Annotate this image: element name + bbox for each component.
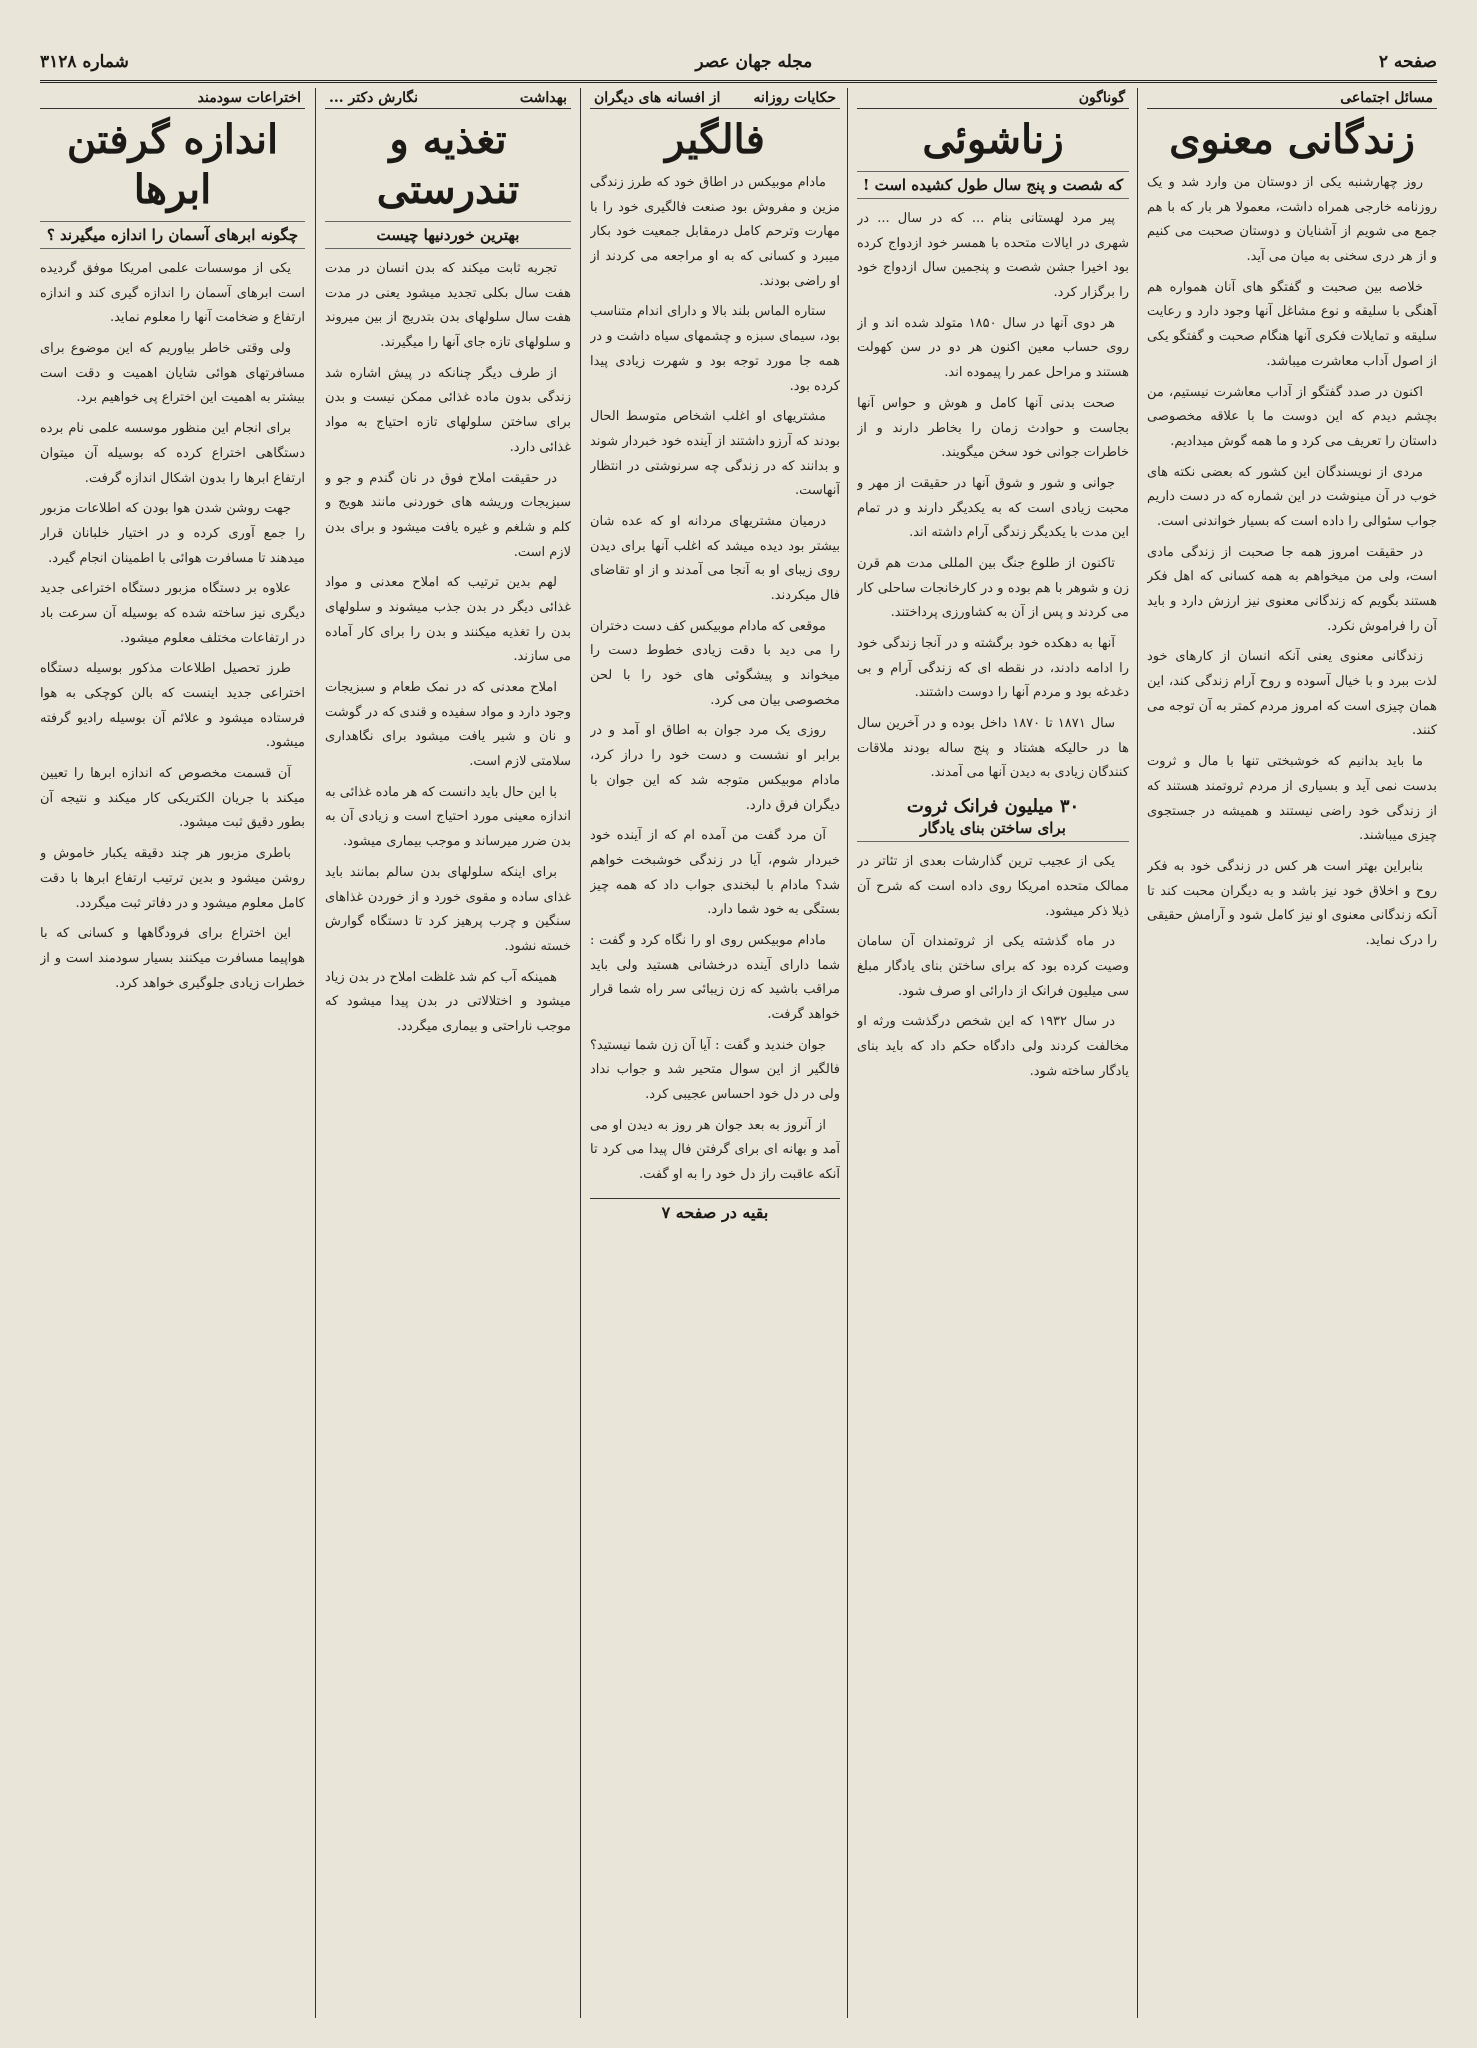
masthead-rule bbox=[40, 80, 1437, 83]
section-tag: حکایات روزانه از افسانه های دیگران bbox=[590, 88, 840, 109]
column-health bbox=[325, 88, 571, 2018]
article-body: یکی از موسسات علمی امریکا موفق گردیده است ابرهای آسمان را اندازه گیری کند و اندازه ارتفاع و ضخامت آنها را معلوم نماید. ولی وقتی خاطر بیاوریم که این موضوع برای مسافرتهای هوائی شایان اهمیت و دقت است بیشتر به اهمیت این اختراع پی خواهیم برد. برای انجام این منظور موسسه علمی نام برده دستگاهی اختراع کرده که بوسیله آن میتوان ارتفاع ابرها را بدون اشکال اندازه گرفت. جهت روشن شدن هوا بودن که اطلاعات مزبور را جمع آوری کرده و در اختیار خلبانان قرار میدهند تا مسافرت هوائی با اطمینان انجام گیرد. علاوه بر دستگاه مزبور دستگاه اختراعی جدید دیگری نیز ساخته شده که بوسیله آن سرعت باد در ارتفاعات مختلف معلوم میشود. طرز تحصیل اطلاعات مذکور بوسیله دستگاه اختراعی جدید اینست که بالن کوچکی به هوا فرستاده میشود و علائم آن بوسیله رادیو گرفته میشود. آن قسمت مخصوص که اندازه ابرها را تعیین میکند با جریان الکتریکی کار میکند و نتیجه آن بطور دقیق ثبت میشود. باطری مزبور هر چند دقیقه یکبار خاموش و روشن میشود و بدین ترتیب ارتفاع ابرها با دقت کامل معلوم میشود و در دفاتر ثبت میگردد. این اختراع برای فرودگاهها و کسانی که با هواپیما مسافرت میکنند بسیار سودمند است و از خطرات زیادی جلوگیری خواهد کرد. bbox=[40, 261, 305, 991]
column-divider bbox=[1137, 88, 1138, 2018]
section-tag: مسائل اجتماعی bbox=[1147, 88, 1437, 109]
inner-article-title: ۳۰ میلیون فرانک ثروت bbox=[906, 796, 1080, 818]
continued-note: بقیه در صفحه ۷ bbox=[590, 1198, 840, 1222]
article-headline: فالگیر bbox=[665, 116, 765, 163]
section-tag: بهداشت نگارش دکتر ... bbox=[325, 88, 571, 109]
article-body: روز چهارشنبه یکی از دوستان من وارد شد و یک روزنامه خارجی همراه داشت، معمولا هر بار که با هم جمع می شویم از آشنایان و دوستان صحبت می کنیم و از هر دری سخنی به میان می آید. خلاصه بین صحبت و گفتگو های آنان همواره هم آهنگی با سلیقه و نوع مشاغل آنها وجود دارد و رعایت سلیقه و تمایلات فکری آنها هنگام صحبت و گفتگو یکی از اصول آداب معاشرت میباشد. اکنون در صدد گفتگو از آداب معاشرت نیستیم، من بچشم دیدم که این دوست ما با علاقه مخصوصی داستان را تعریف می کرد و ما همه گوش میدادیم. مردی از نویسندگان این کشور که بعضی نکته های خوب در آن مینوشت در این شماره که در دست داریم جواب سئوالی را داده است که بسیار خواندنی است. در حقیقت امروز همه جا صحبت از زندگی مادی است، ولی من میخواهم به همه کسانی که اهل فکر هستند بگویم که زندگانی معنوی نیز ارزش دارد و باید آن را فراموش نکرد. زندگانی معنوی یعنی آنکه انسان از کارهای خود لذت ببرد و با خیال آسوده و روح آرام زندگی کند، این همان چیزی است که امروز مردم کمتر به آن توجه می کنند. ما باید بدانیم که خوشبختی تنها با مال و ثروت بدست نمی آید و بسیاری از مردم ثروتمند هستند که از زندگی خود راضی نیستند و همیشه در جستجوی چیزی میباشند. بنابراین بهتر است هر کس در زندگی خود به فکر روح و اخلاق خود نیز باشد و به دیگران محبت کند تا آنکه زندگانی معنوی او نیز کامل شود و آرامش حقیقی را درک نماید. bbox=[1147, 175, 1437, 948]
section-tag: اختراعات سودمند bbox=[40, 88, 305, 109]
column-divider bbox=[580, 88, 581, 2018]
column-miscellaneous bbox=[857, 88, 1129, 2018]
column-divider bbox=[847, 88, 848, 2018]
article-body: مادام موبیکس در اطاق خود که طرز زندگی مزین و مفروش بود صنعت فالگیری خود را با مهارت وترحم کامل درمقابل جمعیت خود بکار میبرد و کسانی که به او مراجعه می کردند از او راضی بودند. ستاره الماس بلند بالا و دارای اندام متناسب بود، سیمای سبزه و چشمهای سیاه داشت و در همه جا مورد توجه بود و شهرت زیادی پیدا کرده بود. مشتریهای او اغلب اشخاص متوسط الحال بودند که آرزو داشتند از آینده خود خبردار شوند و بدانند که در زندگی چه سرنوشتی در انتظار آنهاست. درمیان مشتریهای مردانه او که عده شان بیشتر بود دیده میشد که اغلب آنها برای دیدن روی زیبای او به آنجا می آمدند و از او تقاضای فال میکردند. موقعی که مادام موبیکس کف دست دختران را می دید با دقت زیادی خطوط دست را میخواند و پیشگوئی های خود را با لحن مخصوصی بیان می کرد. روزی یک مرد جوان به اطاق او آمد و در برابر او نشست و دست خود را دراز کرد، مادام موبیکس متوجه شد که این جوان با دیگران فرق دارد. آن مرد گفت من آمده ام که از آینده خود خبردار شوم، آیا در زندگی خوشبخت خواهم شد؟ مادام با لبخندی جواب داد که همه چیز بستگی به خود شما دارد. مادام موبیکس روی او را نگاه کرد و گفت : شما دارای آینده درخشانی هستید ولی باید مراقب باشید که زن زیبائی سر راه شما قرار خواهد گرفت. جوان خندید و گفت : آیا آن زن شما نیستید؟ فالگیر از این سوال متحیر شد و جواب نداد ولی در دل خود احساس عجیبی کرد. از آنروز به بعد جوان هر روز به دیدن او می آمد و بهانه ای برای گرفتن فال پیدا می کرد تا آنکه عاقبت راز دل خود را به او گفت. bbox=[590, 175, 840, 1183]
article-subhead: که شصت و پنج سال طول کشیده است ! bbox=[857, 171, 1129, 199]
section-tag: گوناگون bbox=[857, 88, 1129, 109]
column-daily-stories bbox=[590, 88, 840, 2018]
inner-article-subtitle: برای ساختن بنای یادگار bbox=[857, 819, 1129, 842]
issue-number: شماره ۳۱۲۸ bbox=[40, 52, 129, 72]
inner-article-body: یکی از عجیب ترین گذارشات بعدی از تئاتر در ممالک متحده امریکا روی داده است که شرح آن ذیلا ذکر میشود. در ماه گذشته یکی از ثروتمندان آن سامان وصیت کرده بود که برای ساختن بنای یادگار مبلغ سی میلیون فرانک از دارائی او صرف شود. در سال ۱۹۳۲ که این شخص درگذشت ورثه او مخالفت کردند ولی دادگاه حکم داد که باید بنای یادگار ساخته شود. bbox=[857, 854, 1129, 1079]
paper-name: مجله جهان عصر bbox=[695, 52, 813, 72]
article-body: پیر مرد لهستانی بنام ... که در سال ... در شهری در ایالات متحده با همسر خود ازدواج کرده بود اخیرا جشن شصت و پنجمین سال ازدواج خود را برگزار کرد. هر دوی آنها در سال ۱۸۵۰ متولد شده اند و از روی حساب معین اکنون هر دو در سن کهولت هستند و مراحل عمر را پیموده اند. صحت بدنی آنها کامل و هوش و حواس آنها بجاست و حوادث زمان را بخاطر دارند و از خاطرات جوانی خود سخن میگویند. جوانی و شور و شوق آنها در حقیقت از مهر و محبت زیادی است که به یکدیگر دارند و در تمام این مدت با یکدیگر زندگی آرام داشته اند. تاکنون از طلوع جنگ بین المللی مدت هم قرن زن و شوهر با هم بوده و در کارخانجات ساحلی کار می کردند و پس از آن به کشاورزی پرداختند. آنها به دهکده خود برگشته و در آنجا زندگی خود را ادامه دادند، در نقطه ای که زندگی آرام و بی دغدغه بود و مردم آنها را دوست داشتند. سال ۱۸۷۱ تا ۱۸۷۰ داخل بوده و در آخرین سال ها در حالیکه هشتاد و پنج ساله بودند ملاقات کنندگان زیادی به دیدن آنها می آمدند. bbox=[857, 211, 1129, 781]
page-number: صفحه ۲ bbox=[1378, 52, 1437, 72]
column-inventions bbox=[40, 88, 305, 2018]
article-headline: زناشوئی bbox=[922, 116, 1064, 163]
article-headline: زندگانی معنوی bbox=[1169, 116, 1415, 163]
article-headline: اندازه گرفتن ابرها bbox=[66, 116, 279, 213]
article-subhead: چگونه ابرهای آسمان را اندازه میگیرند ؟ bbox=[40, 221, 305, 249]
masthead bbox=[40, 48, 1437, 76]
column-divider bbox=[315, 88, 316, 2018]
article-body: تجربه ثابت میکند که بدن انسان در مدت هفت سال بکلی تجدید میشود یعنی در مدت هفت سال سلولهای بدن بتدریج از بین میروند و سلولهای تازه جای آنها را میگیرند. از طرف دیگر چنانکه در پیش اشاره شد زندگی بدون ماده غذائی ممکن نیست و بدن برای ساختن سلولهای تازه احتیاج به مواد غذائی دارد. در حقیقت املاح فوق در نان گندم و جو و سبزیجات وریشه های خوردنی مانند هویج و کلم و شلغم و غیره یافت میشود و برای بدن لازم است. لهم بدین ترتیب که املاح معدنی و مواد غذائی دیگر در بدن جذب میشوند و سلولهای بدن را تغذیه میکنند و بدن را برای کار آماده می سازند. املاح معدنی که در نمک طعام و سبزیجات وجود دارد و مواد سفیده و قندی که در گوشت و نان و شیر یافت میشود برای نگاهداری سلامتی لازم است. با این حال باید دانست که هر ماده غذائی به اندازه معینی مورد احتیاج است و زیادی آن به بدن ضرر میرساند و موجب بیماری میشود. برای اینکه سلولهای بدن سالم بمانند باید غذای ساده و مقوی خورد و از خوردن غذاهای سنگین و چرب پرهیز کرد تا دستگاه گوارش خسته نشود. همینکه آب کم شد غلظت املاح در بدن زیاد میشود و اختلالاتی در بدن پیدا میشود که موجب ناراحتی و بیماری میگردد. bbox=[325, 261, 571, 1034]
article-subhead: بهترین خوردنیها چیست bbox=[325, 221, 571, 249]
article-headline: تغذیه و تندرستی bbox=[376, 116, 520, 213]
column-social-issues bbox=[1147, 88, 1437, 2018]
